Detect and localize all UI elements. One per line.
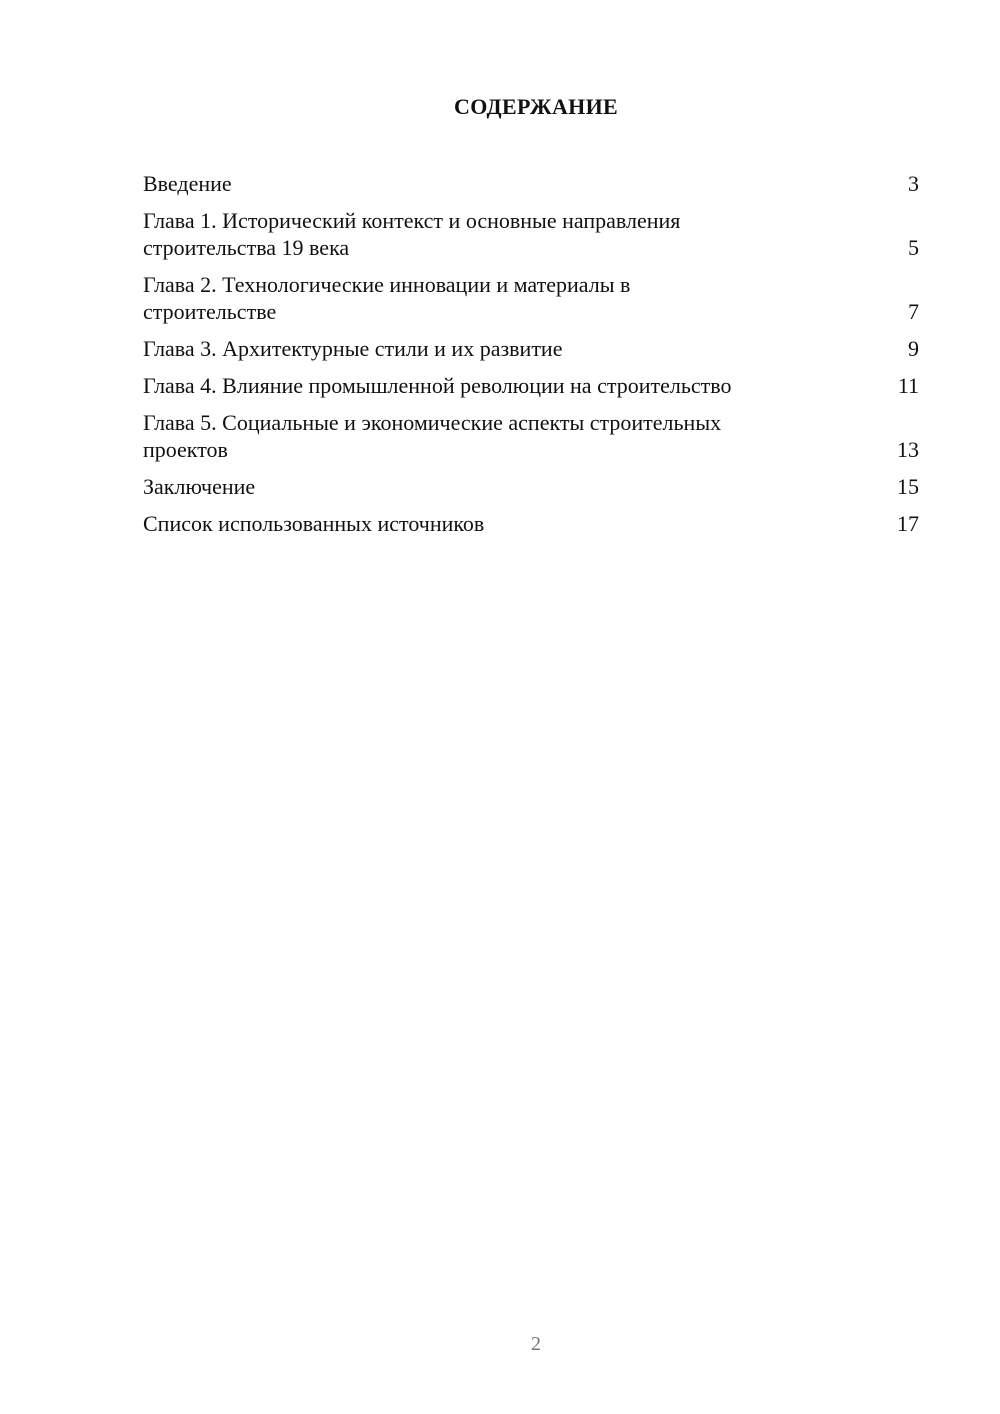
- toc-entry-text: [143, 510, 889, 537]
- toc-entry-text: [143, 335, 889, 362]
- toc-entry-title-line-1: Глава 2. Технологические инновации и материалы в: [143, 272, 631, 297]
- toc-entry-text: [143, 170, 889, 197]
- page-number: 2: [531, 1333, 541, 1355]
- toc-entry-title: Заключение: [143, 474, 256, 499]
- table-of-contents: [143, 170, 919, 547]
- toc-entry-title-line-2: проектов: [143, 437, 228, 462]
- toc-entry-text: [143, 207, 889, 261]
- toc-entry-title: Глава 3. Архитектурные стили и их развитие: [143, 336, 563, 361]
- toc-entry-text: [143, 473, 889, 500]
- toc-entry-page: 5: [908, 235, 919, 260]
- toc-entry-title-line-2: строительства 19 века: [143, 235, 350, 260]
- toc-entry-title-line-2: строительстве: [143, 299, 277, 324]
- toc-entry-chapter-4: [143, 372, 919, 399]
- toc-entry-page: 9: [908, 336, 919, 361]
- toc-entry-page: 17: [897, 511, 919, 536]
- toc-entry-title: Введение: [143, 171, 232, 196]
- toc-entry-title-line-1: Глава 5. Социальные и экономические аспекты строительных: [143, 410, 722, 435]
- toc-entry-text: [143, 409, 889, 463]
- toc-entry-title-line-1: Глава 1. Исторический контекст и основные направления: [143, 208, 681, 233]
- toc-entry-chapter-3: [143, 335, 919, 362]
- toc-entry-page: 3: [908, 171, 919, 196]
- toc-entry-text: [143, 372, 889, 399]
- toc-entry-page: 7: [908, 299, 919, 324]
- toc-title: СОДЕРЖАНИЕ: [454, 94, 618, 119]
- toc-entry-conclusion: [143, 473, 919, 500]
- toc-entry-chapter-2: [143, 271, 919, 325]
- toc-entry-title: Список использованных источников: [143, 511, 485, 536]
- toc-entry-page: 15: [897, 474, 919, 499]
- toc-entry-chapter-5: [143, 409, 919, 463]
- toc-entry-text: [143, 271, 889, 325]
- toc-entry-page: 13: [897, 437, 919, 462]
- toc-entry-title: Глава 4. Влияние промышленной революции на строительство: [143, 373, 732, 398]
- toc-entry-introduction: [143, 170, 919, 197]
- toc-entry-page: 11: [897, 373, 919, 398]
- toc-entry-references: [143, 510, 919, 537]
- toc-entry-chapter-1: [143, 207, 919, 261]
